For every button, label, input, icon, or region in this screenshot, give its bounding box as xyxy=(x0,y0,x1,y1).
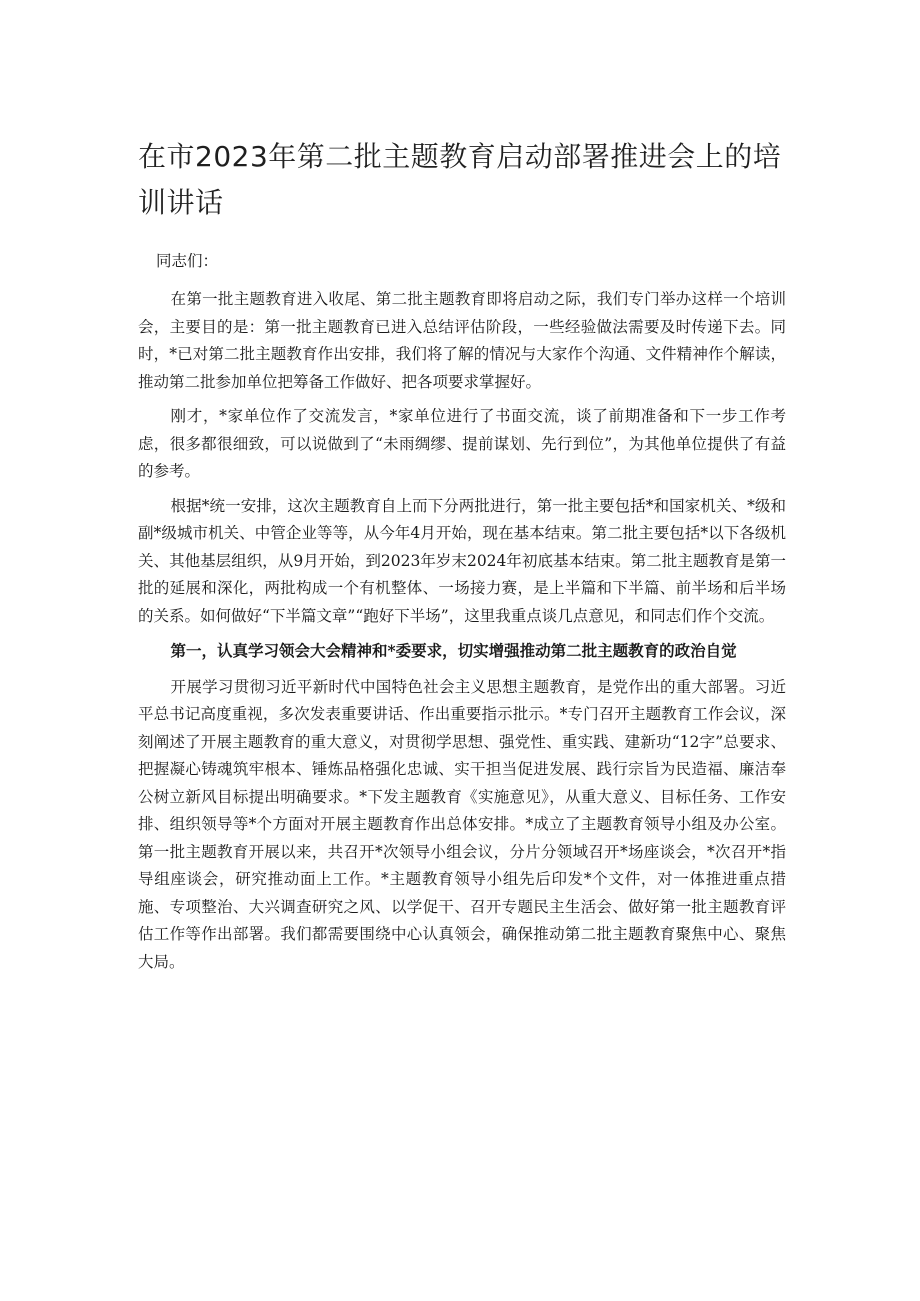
document-body xyxy=(138,248,786,983)
document-title: 在市2023年第二批主题教育启动部署推进会上的培训讲话 xyxy=(138,140,782,219)
section-heading-first: 第一，认真学习领会大会精神和*委要求，切实增强推动第二批主题教育的政治自觉 xyxy=(170,641,737,660)
paragraph-exchange: 刚才，*家单位作了交流发言，*家单位进行了书面交流，谈了前期准备和下一步工作考虑，很多都很细致，可以说做到了“未雨绸缪、提前谋划、先行到位”，为其他单位提供了有益的参考。 xyxy=(138,407,786,480)
paragraph-study: 开展学习贯彻习近平新时代中国特色社会主义思想主题教育，是党作出的重大部署。习近平总书记高度重视，多次发表重要讲话、作出重要指示批示。*专门召开主题教育工作会议，深刻阐述了开展主题教育的重大意义，对贯彻学思想、强党性、重实践、建新功“12字”总要求、把握凝心铸魂筑牢根本、锤炼品格强化忠诚、实干担当促进发展、践行宗旨为民造福、廉洁奉公树立新风目标提出明确要求。*下发主题教育《实施意见》，从重大意义、目标任务、工作安排、组织领导等*个方面对开展主题教育作出总体安排。*成立了主题教育领导小组及办公室。第一批主题教育开展以来，共召开*次领导小组会议，分片分领域召开*场座谈会，*次召开*指导组座谈会，研究推动面上工作。*主题教育领导小组先后印发*个文件，对一体推进重点措施、专项整治、大兴调查研究之风、以学促干、召开专题民主生活会、做好第一批主题教育评估工作等作出部署。我们都需要围绕中心认真领会，确保推动第二批主题教育聚焦中心、聚焦大局。 xyxy=(138,677,786,971)
greeting: 同志们： xyxy=(156,252,219,270)
paragraph-intro: 在第一批主题教育进入收尾、第二批主题教育即将启动之际，我们专门举办这样一个培训会，主要目的是：第一批主题教育已进入总结评估阶段，一些经验做法需要及时传递下去。同时，*已对第二批主题教育作出安排，我们将了解的情况与大家作个沟通、文件精神作个解读，推动第二批参加单位把筹备工作做好、把各项要求掌握好。 xyxy=(138,290,786,391)
paragraph-arrangement: 根据*统一安排，这次主题教育自上而下分两批进行，第一批主要包括*和国家机关、*级和副*级城市机关、中管企业等等，从今年4月开始，现在基本结束。第二批主要包括*以下各级机关、其他基层组织，从9月开始，到2023年岁末2024年初底基本结束。第二批主题教育是第一批的延展和深化，两批构成一个有机整体、一场接力赛，是上半篇和下半篇、前半场和后半场的关系。如何做好“下半篇文章”“跑好下半场”，这里我重点谈几点意见，和同志们作个交流。 xyxy=(138,496,786,625)
